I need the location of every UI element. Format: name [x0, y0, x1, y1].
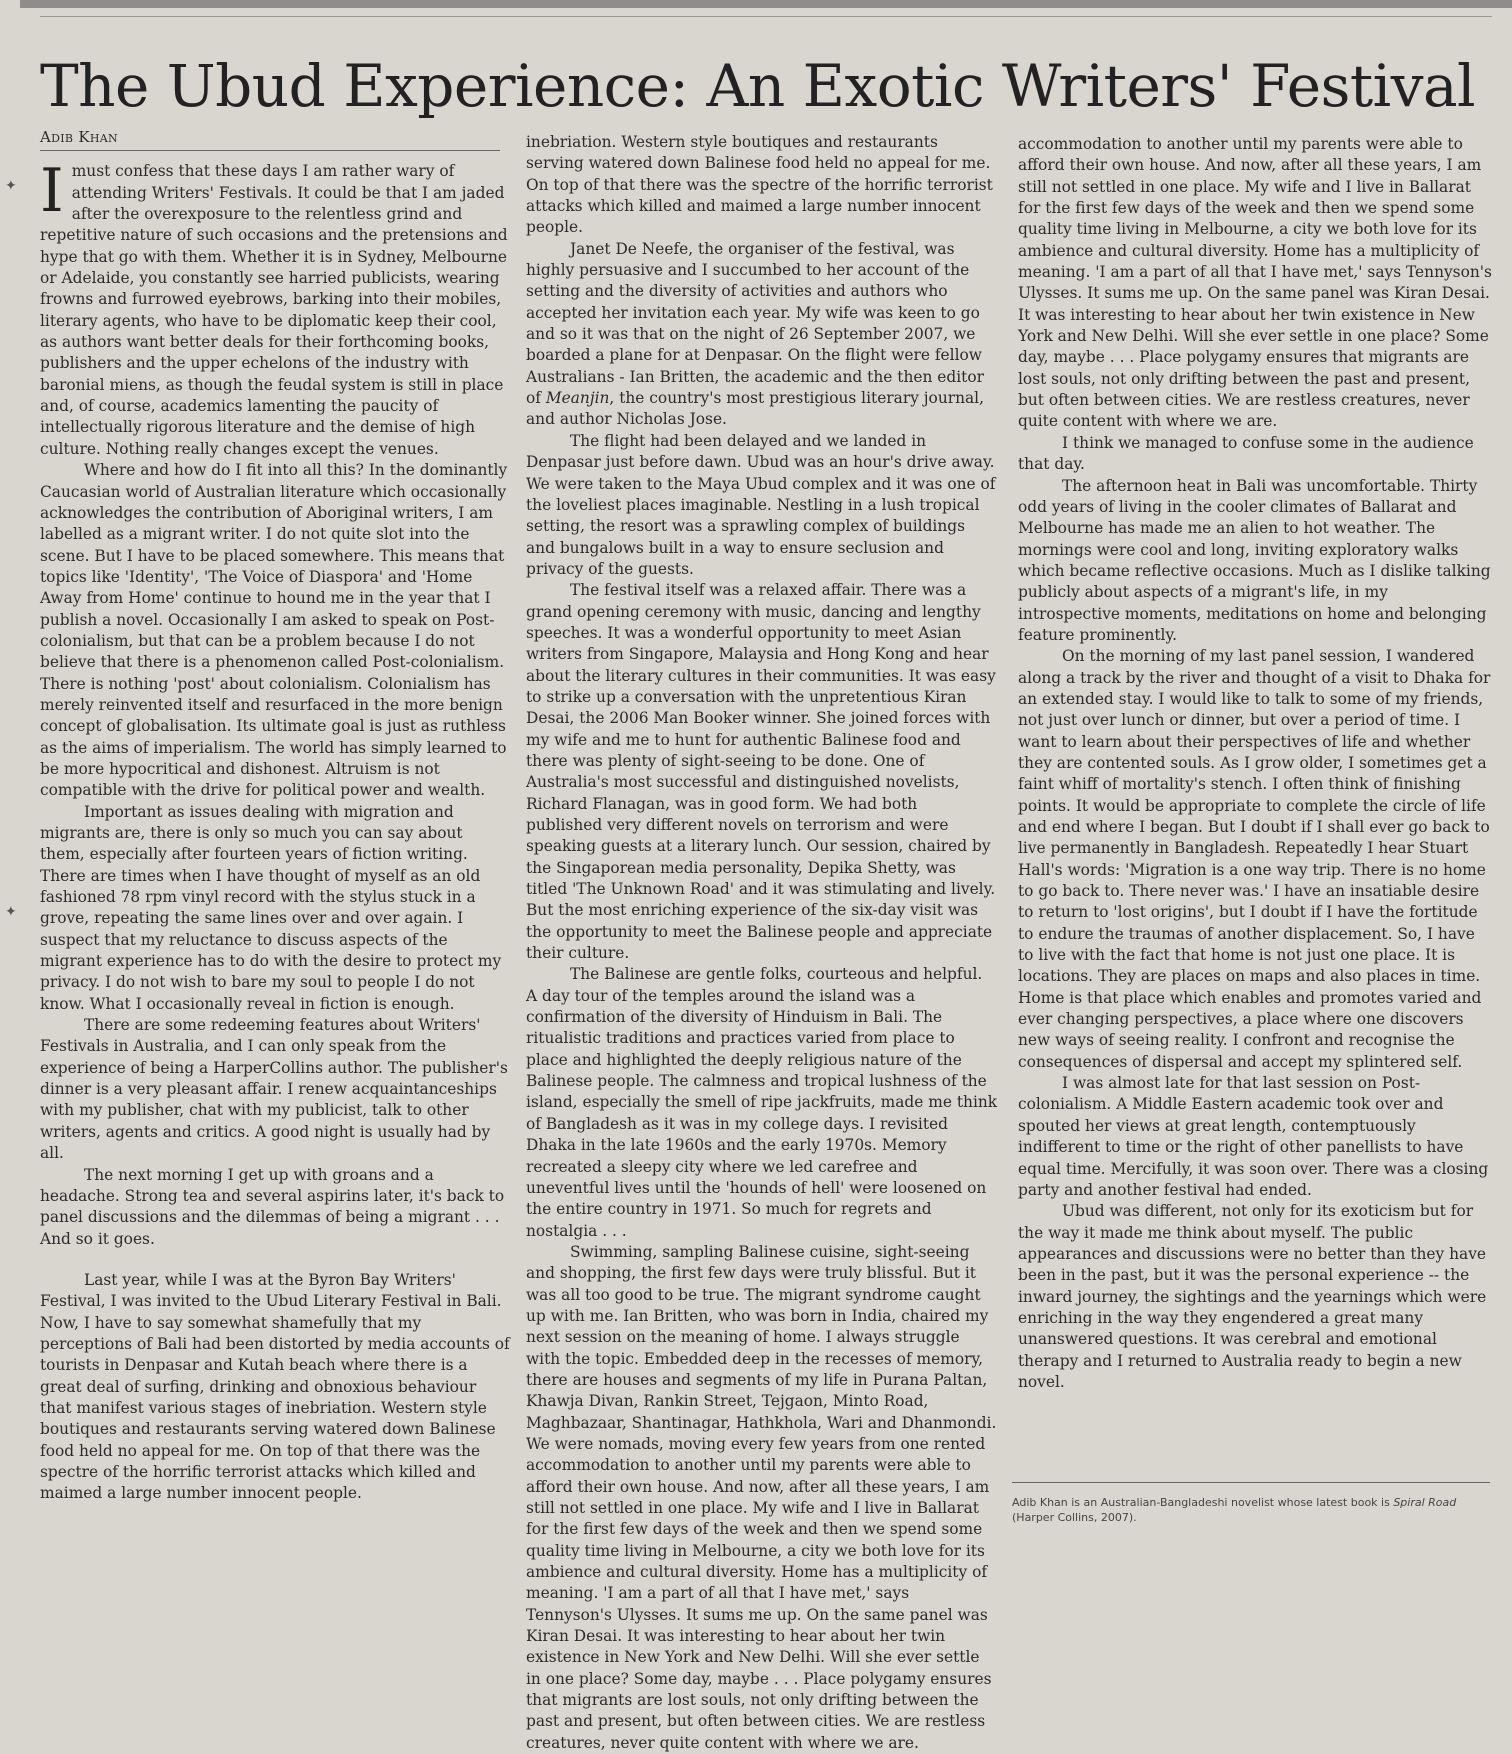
author-note-text: Adib Khan is an Australian-Bangladeshi novelist whose latest book is [1012, 1496, 1394, 1509]
journal-title: Meanjin [545, 389, 610, 408]
paragraph: I was almost late for that last session on Post-colonialism. A Middle Eastern academic took over and spouted her views at great length, contemptuously indifferent to time or the right of other panellists to have equal time. Mercifully, it was soon over. There was a closing party and another festival had ended. [1018, 1074, 1489, 1199]
paragraph: Where and how do I fit into all this? In the dominantly Caucasian world of Australian literature which occasionally acknowledges the contribution of Aboriginal writers, I am labelled as a migrant writer. I do not quite slot into the scene. But I have to be placed somewhere. This means that topics like 'Identity', 'The Voice of Diaspora' and 'Home Away from Home' continue to hound me in the year that I publish a novel. Occasionally I am asked to speak on Post-colonialism, but that can be a problem because I do not believe that there is a phenomenon called Post-colonialism. There is nothing 'post' about colonialism. Colonialism has merely reinvented itself and resurfaced in the more benign concept of globalisation. Its ultimate goal is just as ruthless as the aims of imperialism. The world has simply learned to be more hypocritical and dishonest. Altruism is not compatible with the drive for political power and wealth. [40, 461, 508, 800]
paragraph [526, 239, 998, 431]
margin-mark: ✦ [5, 178, 17, 194]
column-1 [40, 127, 510, 1509]
article-title: The Ubud Experience: An Exotic Writers' Festival [40, 52, 1476, 120]
margin-mark: ✦ [5, 904, 17, 920]
paragraph-continued: accommodation to another until my parents were able to afford their own house. And now, after all these years, I am still not settled in one place. My wife and I live in Ballarat for the first few days of the week and then we spend some quality time living in Melbourne, a city we both love for its ambience and cultural diversity. Home has a multiplicity of meaning. 'I am a part of all that I have met,' says Tennyson's Ulysses. It sums me up. On the same panel was Kiran Desai. It was interesting to hear about her twin existence in New York and New Delhi. Will she ever settle in one place? Some day, maybe . . . Place polygamy ensures that migrants are lost souls, not only drifting between the past and present, but often between cities. We are restless creatures, never quite content with where we are. [1018, 135, 1492, 431]
column-2 [526, 132, 998, 1752]
paragraph: The next morning I get up with groans and a headache. Strong tea and several aspirins later, it's back to panel discussions and the dilemmas of being a migrant . . . And so it goes. [40, 1165, 505, 1248]
paragraph-text: Janet De Neefe, the organiser of the festival, was highly persuasive and I succumbed to her account of the setting and the diversity of activities and authors who accepted her invitation each year. My wife was keen to go and so it was that on the night of 26 September 2007, we boarded a plane for at Denpasar. On the flight were fellow Australians - Ian Britten, the academic and the then editor of [526, 239, 984, 408]
paragraph: The festival itself was a relaxed affair. There was a grand opening ceremony with music, dancing and lengthy speeches. It was a wonderful opportunity to meet Asian writers from Singapore, Malaysia and Hong Kong and hear about the literary cultures in their communities. It was easy to strike up a conversation with the unpretentious Kiran Desai, the 2006 Man Booker winner. She joined forces with my wife and me to hunt for authentic Balinese food and there was plenty of sight-seeing to be done. One of Australia's most successful and distinguished novelists, Richard Flanagan, was in good form. We had both published very different novels on terrorism and were speaking guests at a literary lunch. Our session, chaired by the Singaporean media personality, Depika Shetty, was titled 'The Unknown Road' and it was stimulating and lively. But the most enriching experience of the six-day visit was the opportunity to meet the Balinese people and appreciate their culture. [526, 581, 996, 963]
paragraph: Ubud was different, not only for its exoticism but for the way it made me think about myself. The public appearances and discussions were no better than they have been in the past, but it was the personal experience -- the inward journey, the sightings and the yearnings which were enriching in the way they engendered a great many unanswered questions. It was cerebral and emotional therapy and I returned to Australia ready to begin a new novel. [1018, 1202, 1487, 1391]
paragraph: The Balinese are gentle folks, courteous and helpful. A day tour of the temples around the island was a confirmation of the diversity of Hinduism in Bali. The ritualistic traditions and practices varied from place to place and highlighted the deeply religious nature of the Balinese people. The calmness and tropical lushness of the island, especially the smell of ripe jackfruits, made me think of Bangladesh as it was in my college days. I revisited Dhaka in the late 1960s and the early 1970s. Memory recreated a sleepy city where we led carefree and uneventful lives until the 'hounds of hell' were loosened on the entire country in 1971. So much for regrets and nostalgia . . . [526, 965, 998, 1240]
paragraph: Last year, while I was at the Byron Bay Writers' Festival, I was invited to the Ubud Literary Festival in Bali. Now, I have to say somewhat shamefully that my perceptions of Bali had been distorted by media accounts of tourists in Denpasar and Kutah beach where there is a great deal of surfing, drinking and obnoxious behaviour that manifest various stages of inebriation. Western style boutiques and restaurants serving watered down Balinese food held no appeal for me. On top of that there was the spectre of the horrific terrorist attacks which killed and maimed a large number innocent people. [40, 1270, 510, 1503]
paragraph: On the morning of my last panel session, I wandered along a track by the river and thought of a visit to Dhaka for an extended stay. I would like to talk to some of my friends, not just over lunch or dinner, but over a period of time. I want to learn about their perspectives of life and whether they are contented souls. As I grow older, I sometimes get a faint whiff of mortality's stench. I often think of finishing points. It would be appropriate to complete the circle of life and end where I began. But I doubt if I shall ever go back to live permanently in Bangladesh. Repeatedly I hear Stuart Hall's words: 'Migration is a one way trip. There is no home to go back to. There never was.' I have an insatiable desire to return to 'lost origins', but I doubt if I have the fortitude to endure the traumas of another displacement. So, I have to live with the fact that home is not just one place. It is locations. They are places on maps and also places in time. Home is that place which enables and promotes varied and ever changing perspectives, a place where one discovers new ways of seeing reality. I confront and recognise the consequences of dispersal and accept my splintered self. [1018, 647, 1491, 1071]
paragraph: There are some redeeming features about Writers' Festivals in Australia, and I can only speak from the experience of being a HarperCollins author. The publisher's dinner is a very pleasant affair. I renew acquaintanceships with my publisher, chat with my publicist, talk to other writers, agents and critics. A good night is usually had by all. [40, 1016, 508, 1163]
top-rule-band [20, 0, 1512, 8]
author-note-text-end: (Harper Collins, 2007). [1012, 1511, 1137, 1524]
byline: Adib Khan [40, 127, 500, 151]
paragraph: The afternoon heat in Bali was uncomfortable. Thirty odd years of living in the cooler climates of Ballarat and Melbourne has made me an alien to hot weather. The mornings were cool and long, inviting exploratory walks which became reflective occasions. Much as I dislike talking publicly about aspects of a migrant's life, in my introspective moments, meditations on home and belonging feature prominently. [1018, 476, 1491, 644]
paragraph: I think we managed to confuse some in the audience that day. [1018, 433, 1474, 474]
paragraph [40, 156, 510, 460]
paragraph-continued: inebriation. Western style boutiques and restaurants serving watered down Balinese food held no appeal for me. On top of that there was the spectre of the horrific terrorist attacks which killed and maimed a large number innocent people. [526, 133, 993, 237]
paragraph: The flight had been delayed and we landed in Denpasar just before dawn. Ubud was an hour's drive away. We were taken to the Maya Ubud complex and it was one of the loveliest places imaginable. Nestling in a lush tropical setting, the resort was a sprawling complex of buildings and bungalows built in a way to ensure seclusion and privacy of the guests. [526, 431, 996, 578]
paragraph-text: must confess that these days I am rather wary of attending Writers' Festivals. It could be that I am jaded after the overexposure to the relentless grind and repetitive nature of such occasions and the pretensions and hype that go with them. Whether it is in Sydney, Melbourne or Adelaide, you constantly see harried publicists, wearing frowns and furrowed eyebrows, barking into their mobiles, literary agents, who have to be diplomatic keep their cool, as authors want better deals for their forthcoming books, publishers and the upper echelons of the industry with baronial miens, as though the feudal system is still in place and, of course, academics lamenting the paucity of intellectually rigorous literature and the demise of high culture. Nothing really changes except the venues. [40, 162, 508, 458]
column-3 [1018, 134, 1494, 1474]
author-note-book-title: Spiral Road [1393, 1496, 1457, 1509]
drop-cap: I [40, 156, 64, 227]
paragraph-text-end: , the country's most prestigious literary journal, and author Nicholas Jose. [526, 389, 984, 429]
author-note [1012, 1482, 1490, 1525]
paragraph: Swimming, sampling Balinese cuisine, sight-seeing and shopping, the first few days were truly blissful. But it was all too good to be true. The migrant syndrome caught up with me. Ian Britten, who was born in India, chaired my next session on the meaning of home. I always struggle with the topic. Embedded deep in the recesses of memory, there are houses and segments of my life in Purana Paltan, Khawja Divan, Rankin Street, Tejgaon, Minto Road, Maghbazaar, Shantinagar, Hathkhola, Wari and Dhanmondi. We were nomads, moving every few years from one rented accommodation to another until my parents were able to afford their own house. And now, after all these years, I am still not settled in one place. My wife and I live in Ballarat for the first few days of the week and then we spend some quality time living in Melbourne, a city we both love for its ambience and cultural diversity. Home has a multiplicity of meaning. 'I am a part of all that I have met,' says Tennyson's Ulysses. It sums me up. On the same panel was Kiran Desai. It was interesting to hear about her twin existence in New York and New Delhi. Will she ever settle in one place? Some day, maybe . . . Place polygamy ensures that migrants are lost souls, not only drifting between the past and present, but often between cities. We are restless creatures, never quite content with where we are. [526, 1242, 997, 1752]
paragraph: Important as issues dealing with migration and migrants are, there is only so much you can say about them, especially after fourteen years of fiction writing. There are times when I have thought of myself as an old fashioned 78 rpm vinyl record with the stylus stuck in a grove, repeating the same lines over and over again. I suspect that my reluctance to discuss aspects of the migrant experience has to do with the desire to protect my privacy. I do not wish to bare my soul to people I do not know. What I occasionally reveal in fiction is enough. [40, 802, 502, 1013]
top-rule-line [40, 16, 1492, 17]
